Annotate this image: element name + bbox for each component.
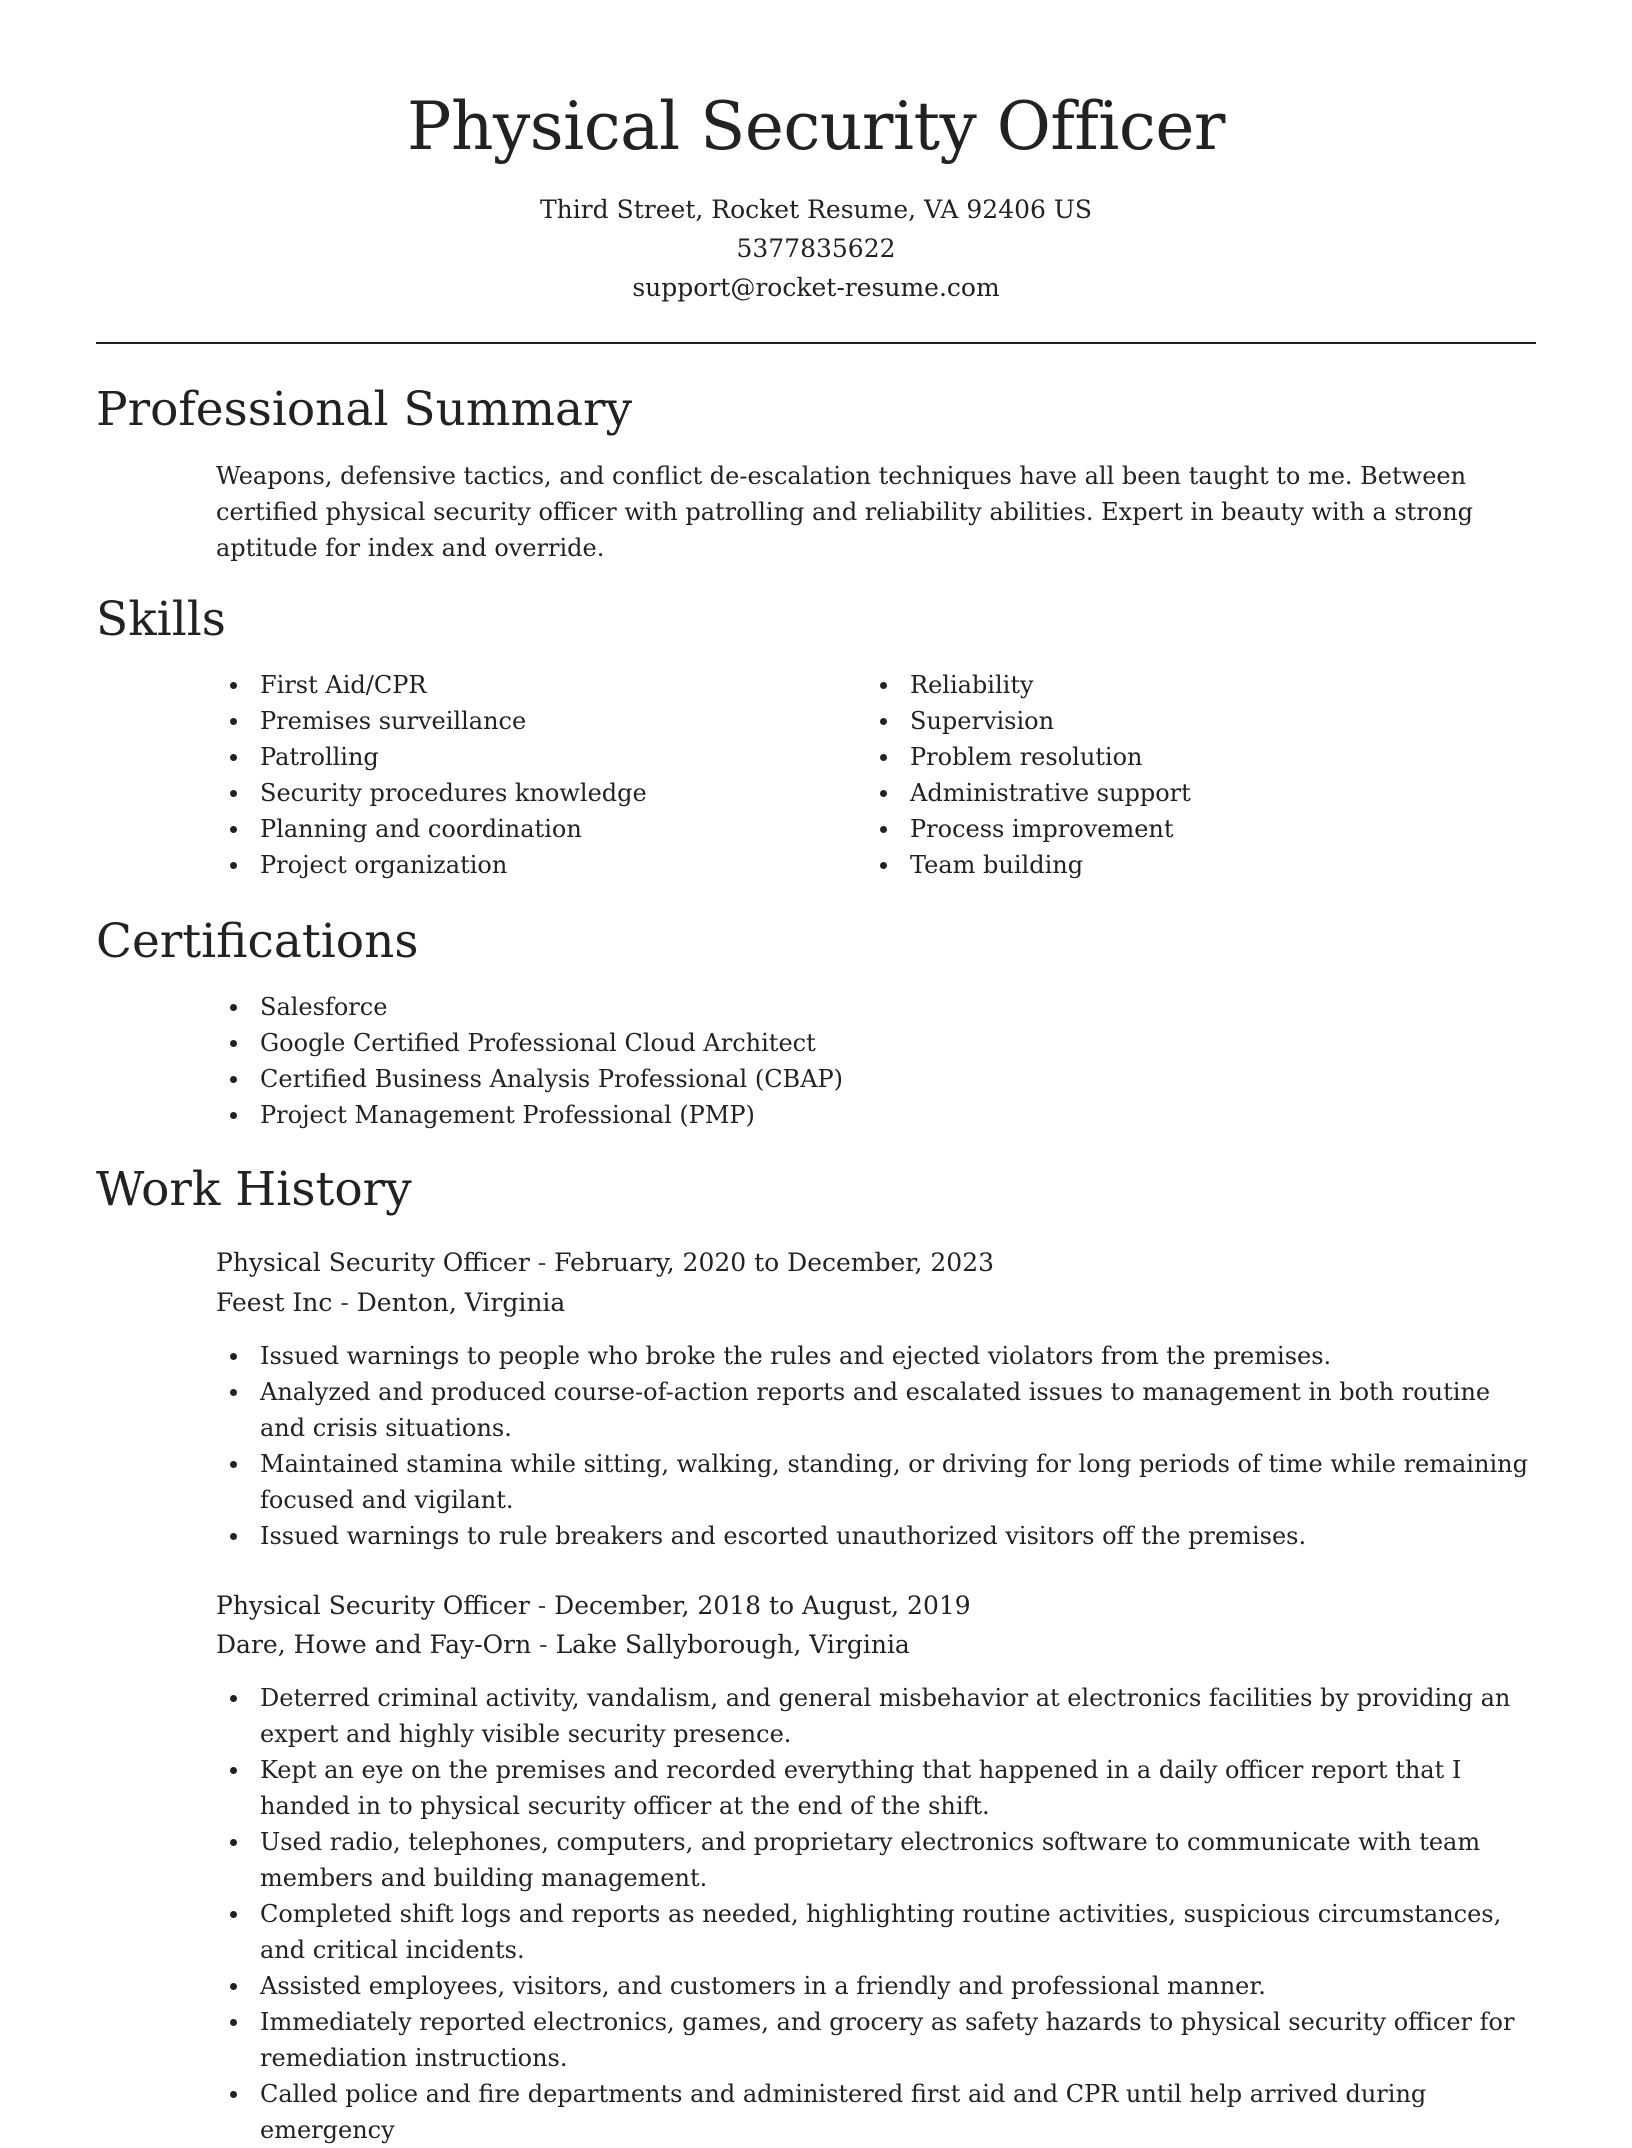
separator: - <box>537 1248 547 1277</box>
certifications-list <box>216 989 1538 1133</box>
skill-item: Patrolling <box>216 739 816 775</box>
skills-list-left <box>216 667 816 883</box>
job-bullet: Kept an eye on the premises and recorded everything that happened in a daily officer report that I handed in to physical security officer at the end of the shift. <box>216 1752 1538 1824</box>
job-bullet: Completed shift logs and reports as needed, highlighting routine activities, suspicious circumstances, and critical incidents. <box>216 1896 1538 1968</box>
skill-item: Premises surveillance <box>216 703 816 739</box>
job-bullet: Used radio, telephones, computers, and proprietary electronics software to communicate with team members and building management. <box>216 1824 1538 1896</box>
job-bullet: Called police and fire departments and administered first aid and CPR until help arrived during emergency <box>216 2076 1538 2148</box>
skill-item: Security procedures knowledge <box>216 775 816 811</box>
section-title-skills: Skills <box>96 592 226 647</box>
job-company: Dare, Howe and Fay-Orn <box>216 1630 532 1659</box>
skill-item: Process improvement <box>866 811 1466 847</box>
skill-item: First Aid/CPR <box>216 667 816 703</box>
contact-block <box>0 190 1632 307</box>
contact-email: support@rocket-resume.com <box>632 273 1000 302</box>
contact-address: Third Street, Rocket Resume, VA 92406 US <box>539 195 1093 224</box>
job-dates: December, 2018 to August, 2019 <box>554 1591 971 1620</box>
skill-item: Team building <box>866 847 1466 883</box>
job-bullet: Deterred criminal activity, vandalism, and general misbehavior at electronics facilities by providing an expert and highly visible security presence. <box>216 1680 1538 1752</box>
certification-item: Google Certified Professional Cloud Architect <box>216 1025 1538 1061</box>
job-bullet: Immediately reported electronics, games, and grocery as safety hazards to physical security officer for remediation instructions. <box>216 2004 1538 2076</box>
certification-item: Salesforce <box>216 989 1538 1025</box>
section-title-work-history: Work History <box>96 1162 412 1217</box>
skill-item: Reliability <box>866 667 1466 703</box>
skills-list-right <box>866 667 1466 883</box>
separator: - <box>539 1630 548 1659</box>
job-bullet: Maintained stamina while sitting, walking, standing, or driving for long periods of time while remaining focused and vigilant. <box>216 1446 1538 1518</box>
certification-item: Certified Business Analysis Professional (CBAP) <box>216 1061 1538 1097</box>
separator: - <box>340 1288 349 1317</box>
job-location: Lake Sallyborough, Virginia <box>555 1630 910 1659</box>
job-role: Physical Security Officer <box>216 1591 530 1620</box>
certification-item: Project Management Professional (PMP) <box>216 1097 1538 1133</box>
job-bullet: Assisted employees, visitors, and customers in a friendly and professional manner. <box>216 1968 1538 2004</box>
job-bullets <box>216 1680 1538 2148</box>
skill-item: Planning and coordination <box>216 811 816 847</box>
job-company-line <box>216 1625 910 1665</box>
summary-text: Weapons, defensive tactics, and conflict de-escalation techniques have all been taught to me. Between certified physical security officer with patrolling and reliability abilities. Expert in beauty with a strong aptitude for index and override. <box>216 462 1474 562</box>
skill-item: Administrative support <box>866 775 1466 811</box>
job-dates: February, 2020 to December, 2023 <box>554 1248 995 1277</box>
section-title-summary: Professional Summary <box>96 382 633 437</box>
separator: - <box>537 1591 547 1620</box>
job-title-line <box>216 1243 994 1283</box>
skill-item: Supervision <box>866 703 1466 739</box>
job-location: Denton, Virginia <box>356 1288 566 1317</box>
job-bullet: Issued warnings to people who broke the rules and ejected violators from the premises. <box>216 1338 1538 1374</box>
contact-phone: 5377835622 <box>736 234 896 263</box>
header-divider <box>96 342 1536 344</box>
job-company: Feest Inc <box>216 1288 333 1317</box>
skill-item: Problem resolution <box>866 739 1466 775</box>
resume-name: Physical Security Officer <box>407 88 1225 165</box>
skill-item: Project organization <box>216 847 816 883</box>
job-company-line <box>216 1283 565 1323</box>
job-title-line <box>216 1586 971 1626</box>
job-bullet: Analyzed and produced course-of-action reports and escalated issues to management in both routine and crisis situations. <box>216 1374 1538 1446</box>
section-title-certifications: Certifications <box>96 914 419 969</box>
job-role: Physical Security Officer <box>216 1248 530 1277</box>
job-bullet: Issued warnings to rule breakers and escorted unauthorized visitors off the premises. <box>216 1518 1538 1554</box>
job-bullets <box>216 1338 1538 1554</box>
